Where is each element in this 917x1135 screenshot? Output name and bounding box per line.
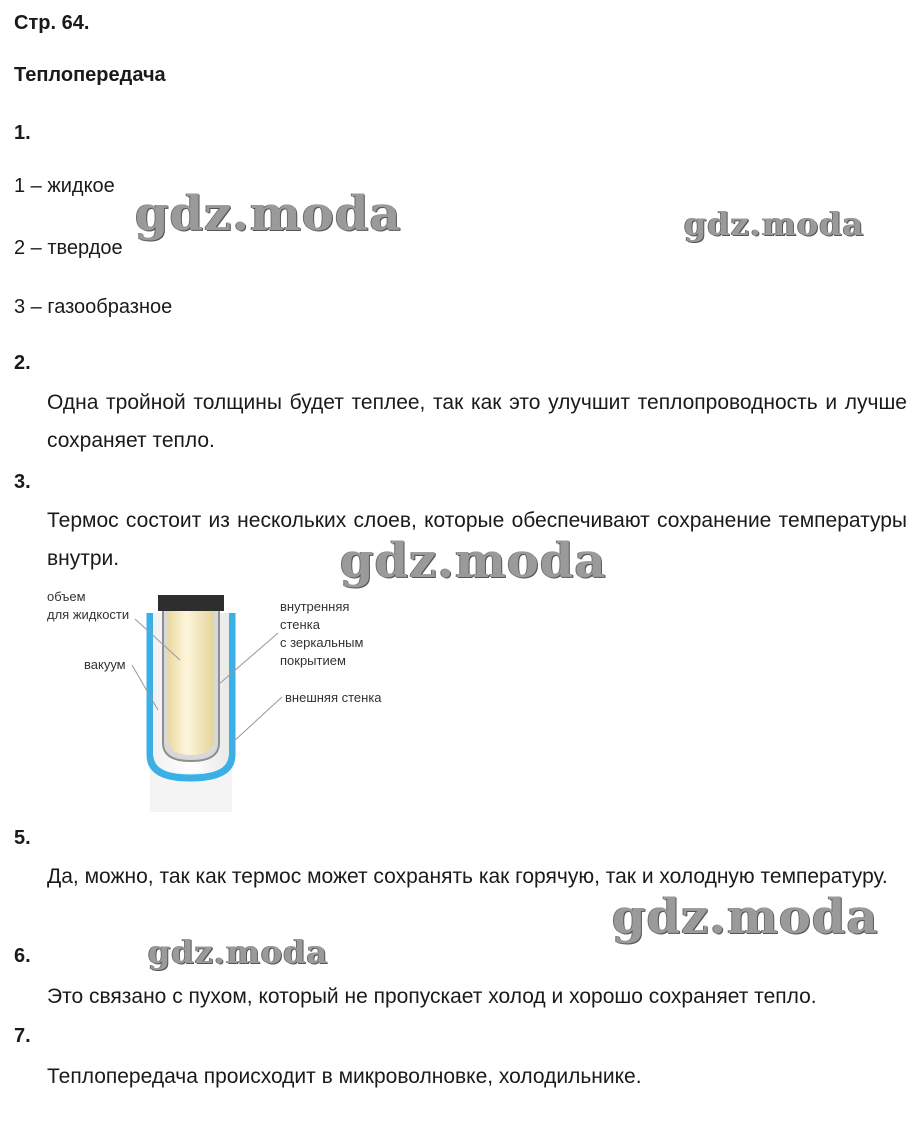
label-liquid-volume-line2: для жидкости (47, 607, 130, 622)
question-number-3: 3. (14, 471, 31, 493)
watermark-4: gdz.moda (612, 889, 879, 945)
answer-3-text: Термос состоит из нескольких слоев, которые обеспечивают сохранение температуры внутри. (47, 509, 907, 570)
answer-1-item-2: 2 – твердое (14, 237, 123, 259)
label-inner-wall-line4: покрытием (280, 653, 346, 668)
question-number-2: 2. (14, 352, 31, 374)
answer-1-item-3: 3 – газообразное (14, 296, 173, 318)
label-vacuum: вакуум (84, 657, 126, 672)
watermark-1: gdz.moda (135, 186, 402, 242)
question-number-7: 7. (14, 1025, 31, 1047)
question-number-1: 1. (14, 122, 31, 144)
question-number-6: 6. (14, 945, 31, 967)
label-liquid-volume-line1: объем (47, 589, 86, 604)
watermark-5: gdz.moda (148, 933, 329, 971)
section-title: Теплопередача (14, 64, 166, 86)
label-inner-wall-line1: внутренняя (280, 599, 350, 614)
answer-7-text: Теплопередача происходит в микроволновке, холодильнике. (47, 1065, 642, 1088)
label-inner-wall-line2: стенка (280, 617, 320, 632)
page-header: Стр. 64. (14, 12, 90, 34)
watermark-2: gdz.moda (684, 205, 865, 243)
label-outer-wall: внешняя стенка (285, 690, 382, 705)
question-number-5: 5. (14, 827, 31, 849)
answer-6-text: Это связано с пухом, который не пропускает холод и хорошо сохраняет тепло. (47, 985, 817, 1008)
answer-1-item-1: 1 – жидкое (14, 175, 115, 197)
label-inner-wall-line3: с зеркальным (280, 635, 364, 650)
watermark-3: gdz.moda (340, 533, 607, 589)
answer-5-text: Да, можно, так как термос может сохранять как горячую, так и холодную температуру. (47, 865, 888, 888)
answer-2-text: Одна тройной толщины будет теплее, так как это улучшит теплопроводность и лучше сохраняет тепло. (47, 391, 907, 452)
